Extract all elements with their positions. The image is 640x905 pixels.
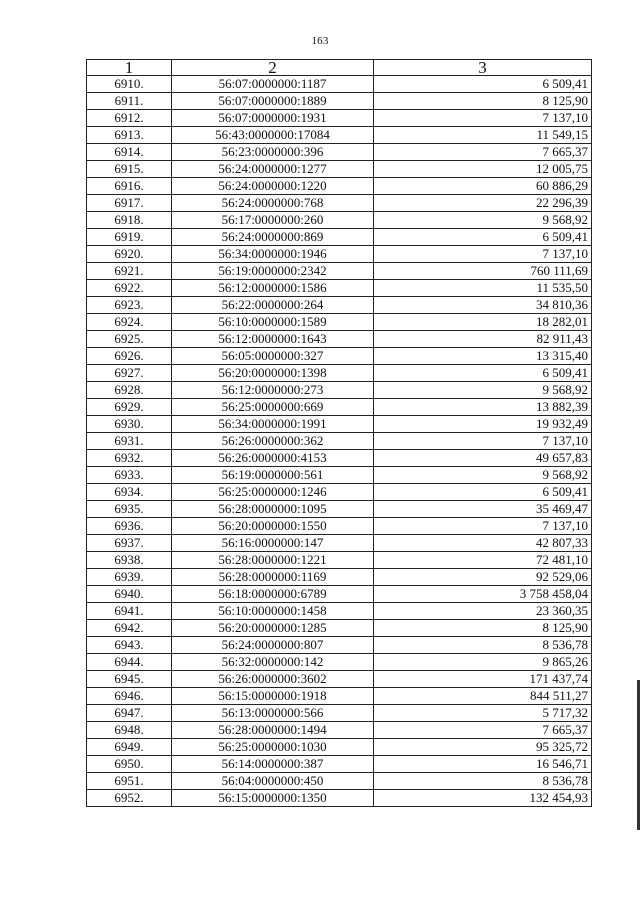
value-cell: 7 665,37 (374, 722, 592, 739)
value-cell: 7 137,10 (374, 110, 592, 127)
row-number-cell: 6945. (87, 671, 172, 688)
table-row (87, 416, 592, 433)
table-row (87, 654, 592, 671)
cadastral-number-cell: 56:17:0000000:260 (172, 212, 374, 229)
table-row (87, 450, 592, 467)
cadastral-number-cell: 56:18:0000000:6789 (172, 586, 374, 603)
row-number-cell: 6919. (87, 229, 172, 246)
row-number-cell: 6947. (87, 705, 172, 722)
cadastral-number-cell: 56:25:0000000:1030 (172, 739, 374, 756)
value-cell: 9 568,92 (374, 212, 592, 229)
value-cell: 35 469,47 (374, 501, 592, 518)
cadastral-number-cell: 56:43:0000000:17084 (172, 127, 374, 144)
value-cell: 34 810,36 (374, 297, 592, 314)
row-number-cell: 6922. (87, 280, 172, 297)
cadastral-number-cell: 56:28:0000000:1169 (172, 569, 374, 586)
table-row (87, 93, 592, 110)
table-row (87, 297, 592, 314)
cadastral-number-cell: 56:10:0000000:1458 (172, 603, 374, 620)
table-row (87, 331, 592, 348)
cadastral-number-cell: 56:14:0000000:387 (172, 756, 374, 773)
cadastral-number-cell: 56:22:0000000:264 (172, 297, 374, 314)
row-number-cell: 6925. (87, 331, 172, 348)
table-row (87, 637, 592, 654)
value-cell: 9 568,92 (374, 382, 592, 399)
cadastral-number-cell: 56:12:0000000:273 (172, 382, 374, 399)
row-number-cell: 6912. (87, 110, 172, 127)
value-cell: 7 665,37 (374, 144, 592, 161)
table-row (87, 365, 592, 382)
table-header-row (87, 60, 592, 76)
value-cell: 7 137,10 (374, 518, 592, 535)
row-number-cell: 6911. (87, 93, 172, 110)
table-body (87, 76, 592, 807)
table-row (87, 280, 592, 297)
value-cell: 8 125,90 (374, 620, 592, 637)
cadastral-number-cell: 56:23:0000000:396 (172, 144, 374, 161)
value-cell: 171 437,74 (374, 671, 592, 688)
row-number-cell: 6942. (87, 620, 172, 637)
cadastral-number-cell: 56:26:0000000:362 (172, 433, 374, 450)
cadastral-number-cell: 56:05:0000000:327 (172, 348, 374, 365)
value-cell: 6 509,41 (374, 76, 592, 93)
value-cell: 6 509,41 (374, 365, 592, 382)
row-number-cell: 6913. (87, 127, 172, 144)
table-row (87, 246, 592, 263)
row-number-cell: 6934. (87, 484, 172, 501)
table-row (87, 399, 592, 416)
value-cell: 8 536,78 (374, 773, 592, 790)
value-cell: 92 529,06 (374, 569, 592, 586)
cadastral-number-cell: 56:13:0000000:566 (172, 705, 374, 722)
table-row (87, 739, 592, 756)
row-number-cell: 6918. (87, 212, 172, 229)
row-number-cell: 6933. (87, 467, 172, 484)
cadastral-number-cell: 56:20:0000000:1398 (172, 365, 374, 382)
cadastral-number-cell: 56:15:0000000:1918 (172, 688, 374, 705)
value-cell: 6 509,41 (374, 229, 592, 246)
table-row (87, 263, 592, 280)
row-number-cell: 6944. (87, 654, 172, 671)
cadastral-number-cell: 56:26:0000000:4153 (172, 450, 374, 467)
table-row (87, 314, 592, 331)
value-cell: 11 549,15 (374, 127, 592, 144)
row-number-cell: 6940. (87, 586, 172, 603)
table-row (87, 620, 592, 637)
value-cell: 9 568,92 (374, 467, 592, 484)
row-number-cell: 6951. (87, 773, 172, 790)
value-cell: 49 657,83 (374, 450, 592, 467)
value-cell: 13 315,40 (374, 348, 592, 365)
page-number: 163 (311, 35, 329, 47)
row-number-cell: 6924. (87, 314, 172, 331)
row-number-cell: 6952. (87, 790, 172, 807)
value-cell: 7 137,10 (374, 433, 592, 450)
row-number-cell: 6926. (87, 348, 172, 365)
value-cell: 42 807,33 (374, 535, 592, 552)
value-cell: 16 546,71 (374, 756, 592, 773)
cadastral-number-cell: 56:24:0000000:1220 (172, 178, 374, 195)
table-row (87, 484, 592, 501)
table-row (87, 382, 592, 399)
row-number-cell: 6910. (87, 76, 172, 93)
cadastral-number-cell: 56:15:0000000:1350 (172, 790, 374, 807)
row-number-cell: 6920. (87, 246, 172, 263)
cadastral-number-cell: 56:24:0000000:768 (172, 195, 374, 212)
table-row (87, 756, 592, 773)
row-number-cell: 6928. (87, 382, 172, 399)
value-cell: 82 911,43 (374, 331, 592, 348)
cadastral-number-cell: 56:34:0000000:1991 (172, 416, 374, 433)
cadastral-value-table (86, 59, 592, 807)
table-row (87, 773, 592, 790)
value-cell: 844 511,27 (374, 688, 592, 705)
row-number-cell: 6929. (87, 399, 172, 416)
row-number-cell: 6930. (87, 416, 172, 433)
table-row (87, 535, 592, 552)
value-cell: 8 536,78 (374, 637, 592, 654)
value-cell: 6 509,41 (374, 484, 592, 501)
row-number-cell: 6915. (87, 161, 172, 178)
table-row (87, 348, 592, 365)
row-number-cell: 6932. (87, 450, 172, 467)
row-number-cell: 6941. (87, 603, 172, 620)
row-number-cell: 6923. (87, 297, 172, 314)
table-row (87, 790, 592, 807)
table-row (87, 195, 592, 212)
cadastral-number-cell: 56:16:0000000:147 (172, 535, 374, 552)
value-cell: 12 005,75 (374, 161, 592, 178)
cadastral-number-cell: 56:24:0000000:807 (172, 637, 374, 654)
table-row (87, 705, 592, 722)
value-cell: 132 454,93 (374, 790, 592, 807)
row-number-cell: 6917. (87, 195, 172, 212)
table-row (87, 178, 592, 195)
table-row (87, 229, 592, 246)
cadastral-number-cell: 56:28:0000000:1221 (172, 552, 374, 569)
table-row (87, 603, 592, 620)
table-row (87, 501, 592, 518)
table-row (87, 76, 592, 93)
row-number-cell: 6936. (87, 518, 172, 535)
cadastral-number-cell: 56:32:0000000:142 (172, 654, 374, 671)
row-number-cell: 6935. (87, 501, 172, 518)
cadastral-number-cell: 56:25:0000000:669 (172, 399, 374, 416)
table-row (87, 671, 592, 688)
row-number-cell: 6946. (87, 688, 172, 705)
value-cell: 7 137,10 (374, 246, 592, 263)
table-row (87, 722, 592, 739)
table-row (87, 127, 592, 144)
cadastral-number-cell: 56:20:0000000:1285 (172, 620, 374, 637)
column-header-2: 2 (172, 60, 374, 76)
table-row (87, 110, 592, 127)
column-header-3: 3 (374, 60, 592, 76)
row-number-cell: 6914. (87, 144, 172, 161)
row-number-cell: 6950. (87, 756, 172, 773)
cadastral-number-cell: 56:20:0000000:1550 (172, 518, 374, 535)
table-row (87, 552, 592, 569)
row-number-cell: 6927. (87, 365, 172, 382)
value-cell: 72 481,10 (374, 552, 592, 569)
cadastral-number-cell: 56:12:0000000:1643 (172, 331, 374, 348)
row-number-cell: 6938. (87, 552, 172, 569)
value-cell: 9 865,26 (374, 654, 592, 671)
cadastral-number-cell: 56:34:0000000:1946 (172, 246, 374, 263)
cadastral-number-cell: 56:12:0000000:1586 (172, 280, 374, 297)
row-number-cell: 6943. (87, 637, 172, 654)
value-cell: 23 360,35 (374, 603, 592, 620)
value-cell: 95 325,72 (374, 739, 592, 756)
cadastral-number-cell: 56:07:0000000:1931 (172, 110, 374, 127)
row-number-cell: 6939. (87, 569, 172, 586)
cadastral-number-cell: 56:07:0000000:1889 (172, 93, 374, 110)
value-cell: 11 535,50 (374, 280, 592, 297)
cadastral-number-cell: 56:04:0000000:450 (172, 773, 374, 790)
cadastral-number-cell: 56:10:0000000:1589 (172, 314, 374, 331)
table-row (87, 212, 592, 229)
cadastral-number-cell: 56:28:0000000:1494 (172, 722, 374, 739)
value-cell: 19 932,49 (374, 416, 592, 433)
table-row (87, 433, 592, 450)
value-cell: 3 758 458,04 (374, 586, 592, 603)
row-number-cell: 6948. (87, 722, 172, 739)
row-number-cell: 6916. (87, 178, 172, 195)
value-cell: 22 296,39 (374, 195, 592, 212)
row-number-cell: 6931. (87, 433, 172, 450)
table-row (87, 518, 592, 535)
row-number-cell: 6949. (87, 739, 172, 756)
table-row (87, 144, 592, 161)
cadastral-number-cell: 56:24:0000000:1277 (172, 161, 374, 178)
value-cell: 5 717,32 (374, 705, 592, 722)
cadastral-number-cell: 56:07:0000000:1187 (172, 76, 374, 93)
cadastral-number-cell: 56:19:0000000:2342 (172, 263, 374, 280)
value-cell: 760 111,69 (374, 263, 592, 280)
value-cell: 8 125,90 (374, 93, 592, 110)
column-header-1: 1 (87, 60, 172, 76)
table-row (87, 688, 592, 705)
cadastral-number-cell: 56:26:0000000:3602 (172, 671, 374, 688)
cadastral-number-cell: 56:25:0000000:1246 (172, 484, 374, 501)
table-row (87, 467, 592, 484)
table-row (87, 161, 592, 178)
row-number-cell: 6921. (87, 263, 172, 280)
value-cell: 13 882,39 (374, 399, 592, 416)
table-row (87, 586, 592, 603)
cadastral-number-cell: 56:19:0000000:561 (172, 467, 374, 484)
value-cell: 60 886,29 (374, 178, 592, 195)
table-row (87, 569, 592, 586)
row-number-cell: 6937. (87, 535, 172, 552)
cadastral-number-cell: 56:28:0000000:1095 (172, 501, 374, 518)
cadastral-number-cell: 56:24:0000000:869 (172, 229, 374, 246)
value-cell: 18 282,01 (374, 314, 592, 331)
